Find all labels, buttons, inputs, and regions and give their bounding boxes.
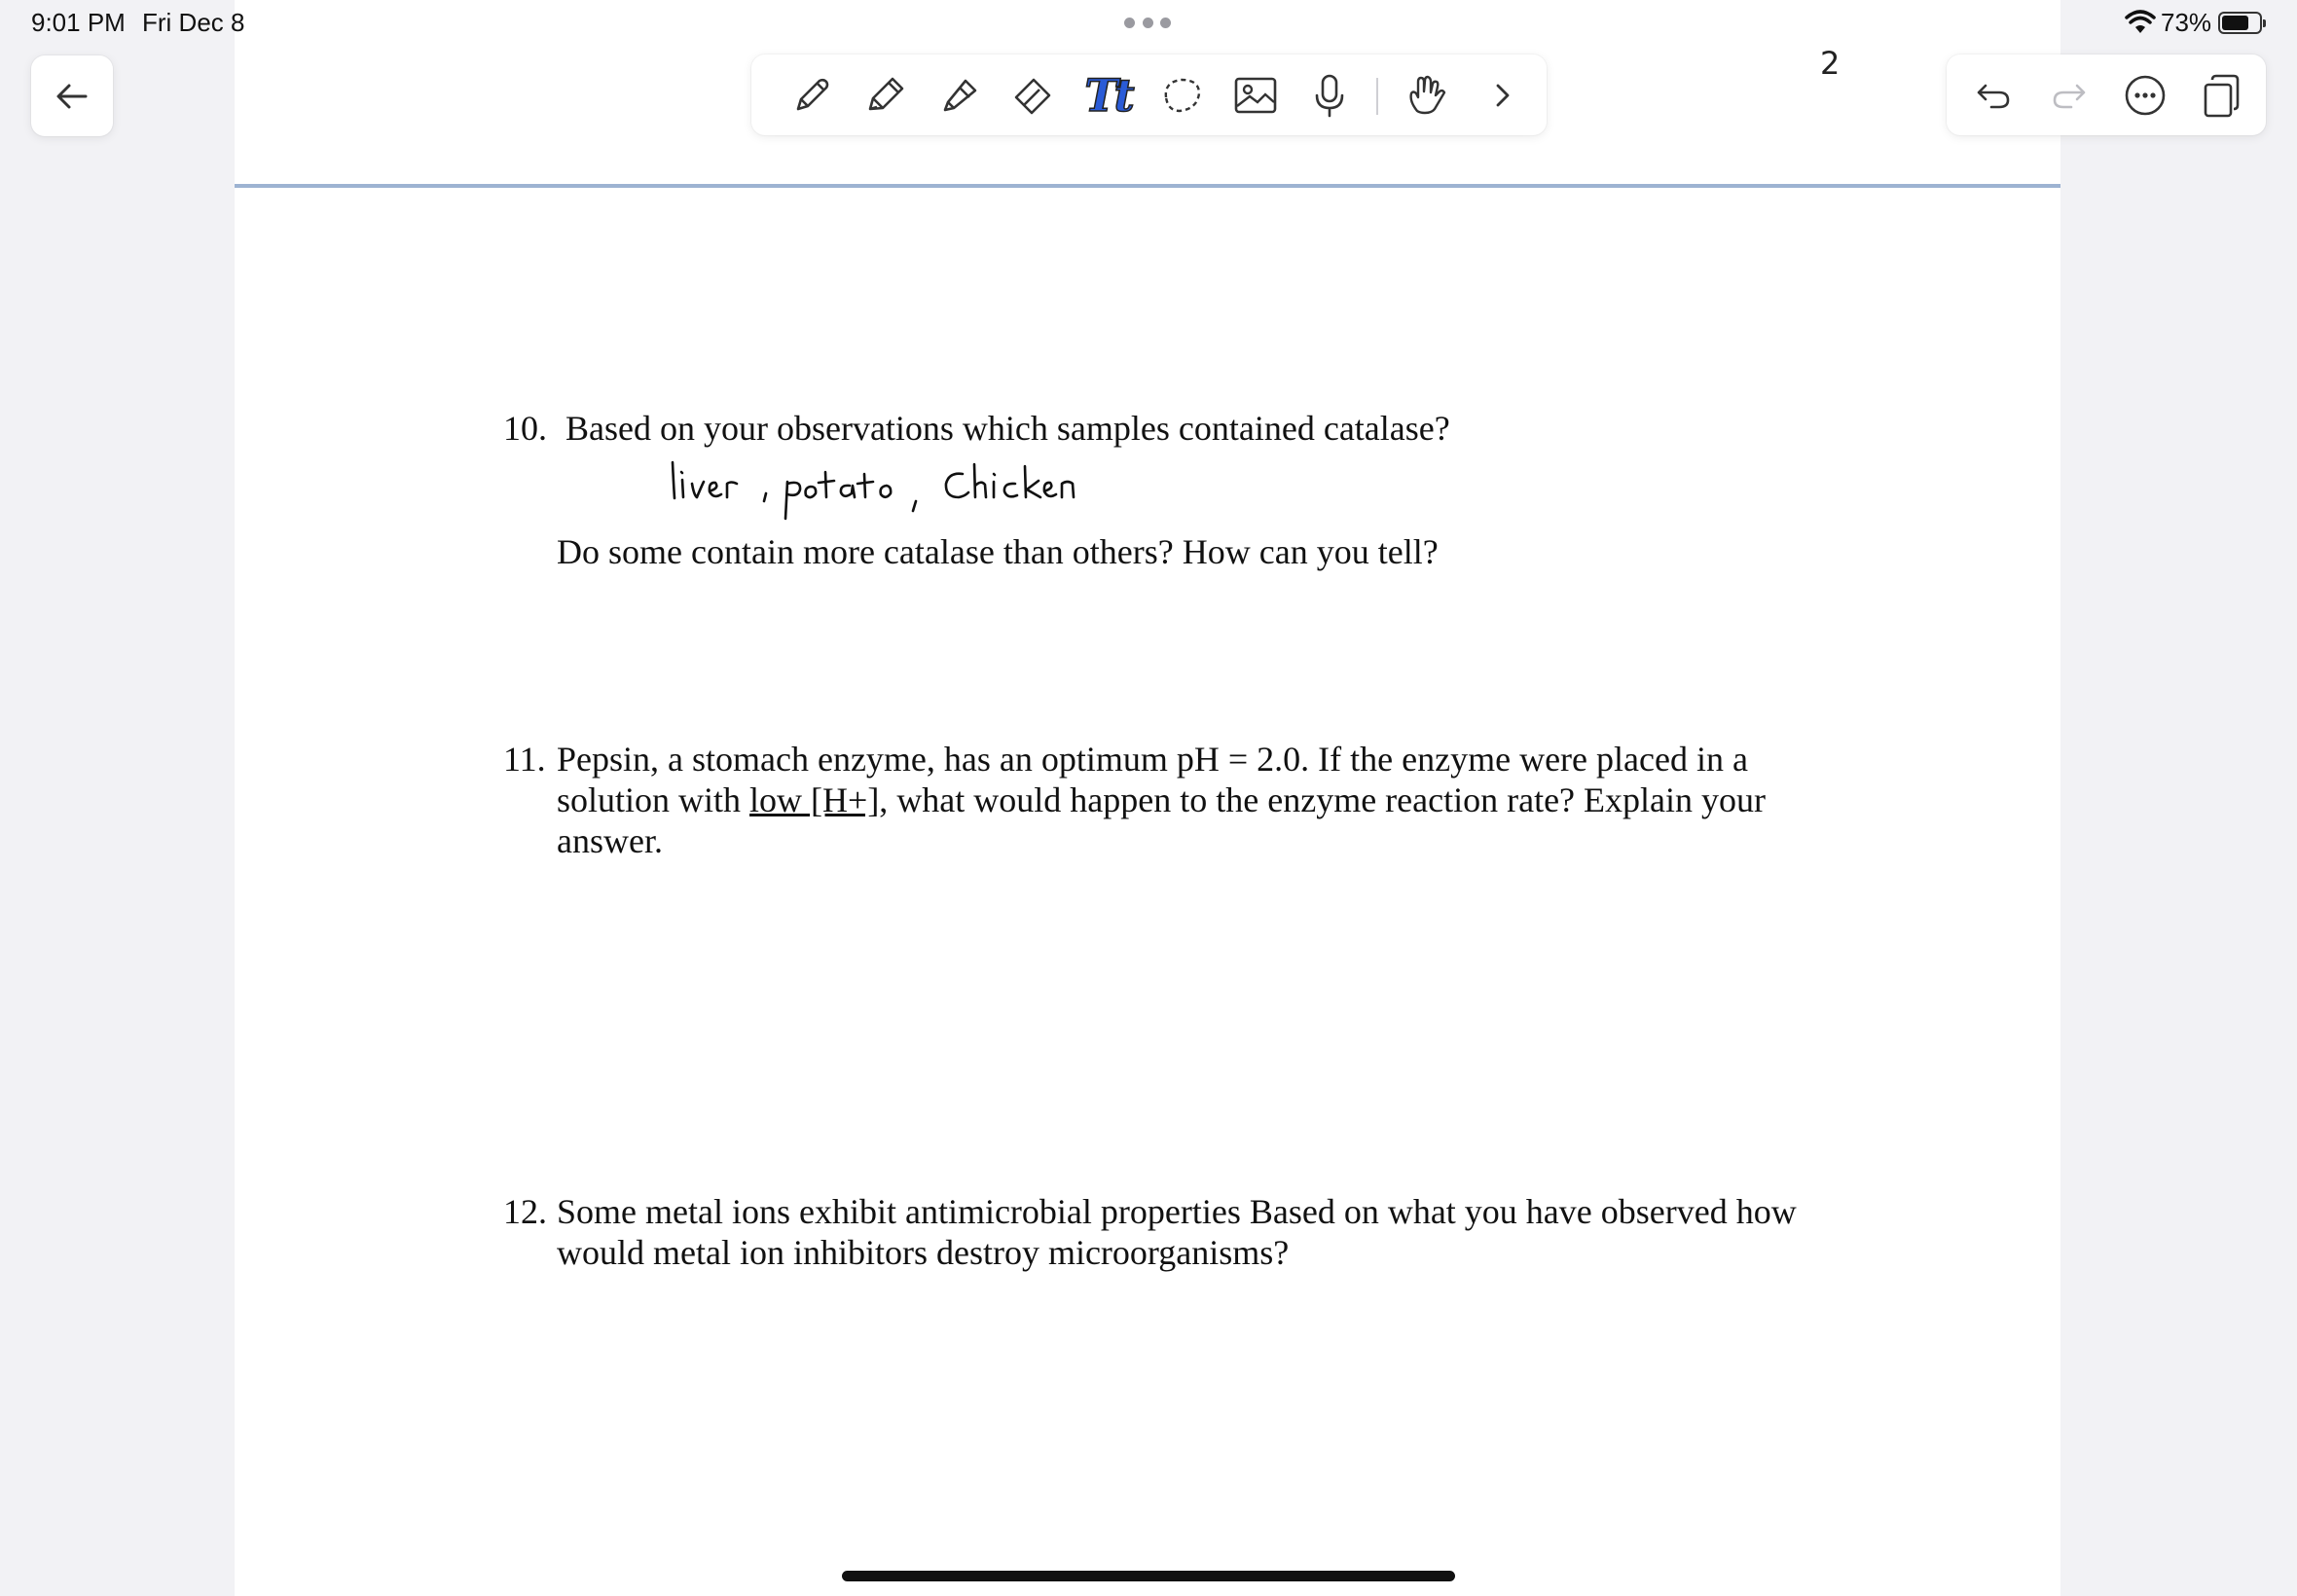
pages-icon — [2198, 72, 2244, 119]
more-options-button[interactable] — [2120, 70, 2170, 121]
underlined-low-h-plus: low [H+], — [749, 780, 889, 819]
more-tools-button[interactable] — [1477, 70, 1528, 121]
redo-icon — [2046, 72, 2093, 119]
question-text: Based on your observations which samples contained catalase? — [565, 409, 1450, 448]
highlighter-tool-button[interactable] — [934, 70, 985, 121]
hand-tool-button[interactable] — [1402, 70, 1452, 121]
drawing-toolbar — [751, 54, 1547, 135]
multitasking-grabber[interactable] — [1124, 18, 1171, 29]
highlighter-icon — [936, 72, 983, 119]
status-time: 9:01 PM — [31, 8, 126, 37]
text-tool-icon: Tt — [1084, 69, 1131, 122]
microphone-tool-button[interactable] — [1304, 70, 1355, 121]
question-text-line-1: Some metal ions exhibit antimicrobial properties Based on what you have observed how — [557, 1192, 1797, 1231]
home-indicator[interactable] — [842, 1571, 1455, 1581]
hand-icon — [1404, 72, 1450, 119]
wifi-icon — [2125, 10, 2156, 35]
battery-percent: 73% — [2161, 8, 2212, 37]
page-overview-button[interactable] — [2196, 70, 2246, 121]
page-number: 2 — [1820, 45, 1841, 82]
question-number: 10. — [503, 409, 547, 448]
back-button[interactable] — [31, 55, 113, 136]
pencil-icon — [862, 72, 909, 119]
lasso-icon — [1158, 72, 1205, 119]
text-tool-button[interactable] — [1082, 70, 1133, 121]
question-number: 11. — [503, 740, 546, 779]
handwritten-answer — [665, 454, 1112, 525]
pen-tool-button[interactable] — [786, 70, 837, 121]
image-tool-button[interactable] — [1230, 70, 1281, 121]
arrow-left-icon — [53, 77, 91, 116]
eraser-tool-button[interactable] — [1008, 70, 1059, 121]
question-followup: Do some contain more catalase than others? How can you tell? — [557, 532, 1439, 571]
page-header-divider — [235, 184, 2060, 188]
question-number: 12. — [503, 1192, 547, 1231]
lasso-tool-button[interactable] — [1156, 70, 1207, 121]
line-2-end: what would happen to the enzyme reaction rate? Explain your — [888, 780, 1766, 819]
question-text-line-2 — [557, 780, 1766, 820]
status-bar — [0, 0, 2297, 47]
question-text-line-2: would metal ion inhibitors destroy microorganisms? — [557, 1233, 1290, 1272]
eraser-icon — [1010, 72, 1057, 119]
redo-button[interactable] — [2044, 70, 2095, 121]
status-date: Fri Dec 8 — [142, 8, 245, 37]
ellipsis-circle-icon — [2122, 72, 2169, 119]
image-icon — [1232, 72, 1279, 119]
question-text-line-3: answer. — [557, 821, 663, 860]
question-text-line-1: Pepsin, a stomach enzyme, has an optimum pH = 2.0. If the enzyme were placed in a — [557, 740, 1748, 779]
line-2-start: solution with — [557, 780, 750, 819]
undo-button[interactable] — [1968, 70, 2019, 121]
chevron-right-icon — [1479, 72, 1526, 119]
document-actions — [1947, 54, 2266, 135]
battery-icon — [2218, 12, 2262, 34]
undo-icon — [1970, 72, 2017, 119]
microphone-icon — [1306, 72, 1353, 119]
pen-icon — [788, 72, 835, 119]
pencil-tool-button[interactable] — [860, 70, 911, 121]
toolbar-divider — [1376, 78, 1378, 115]
